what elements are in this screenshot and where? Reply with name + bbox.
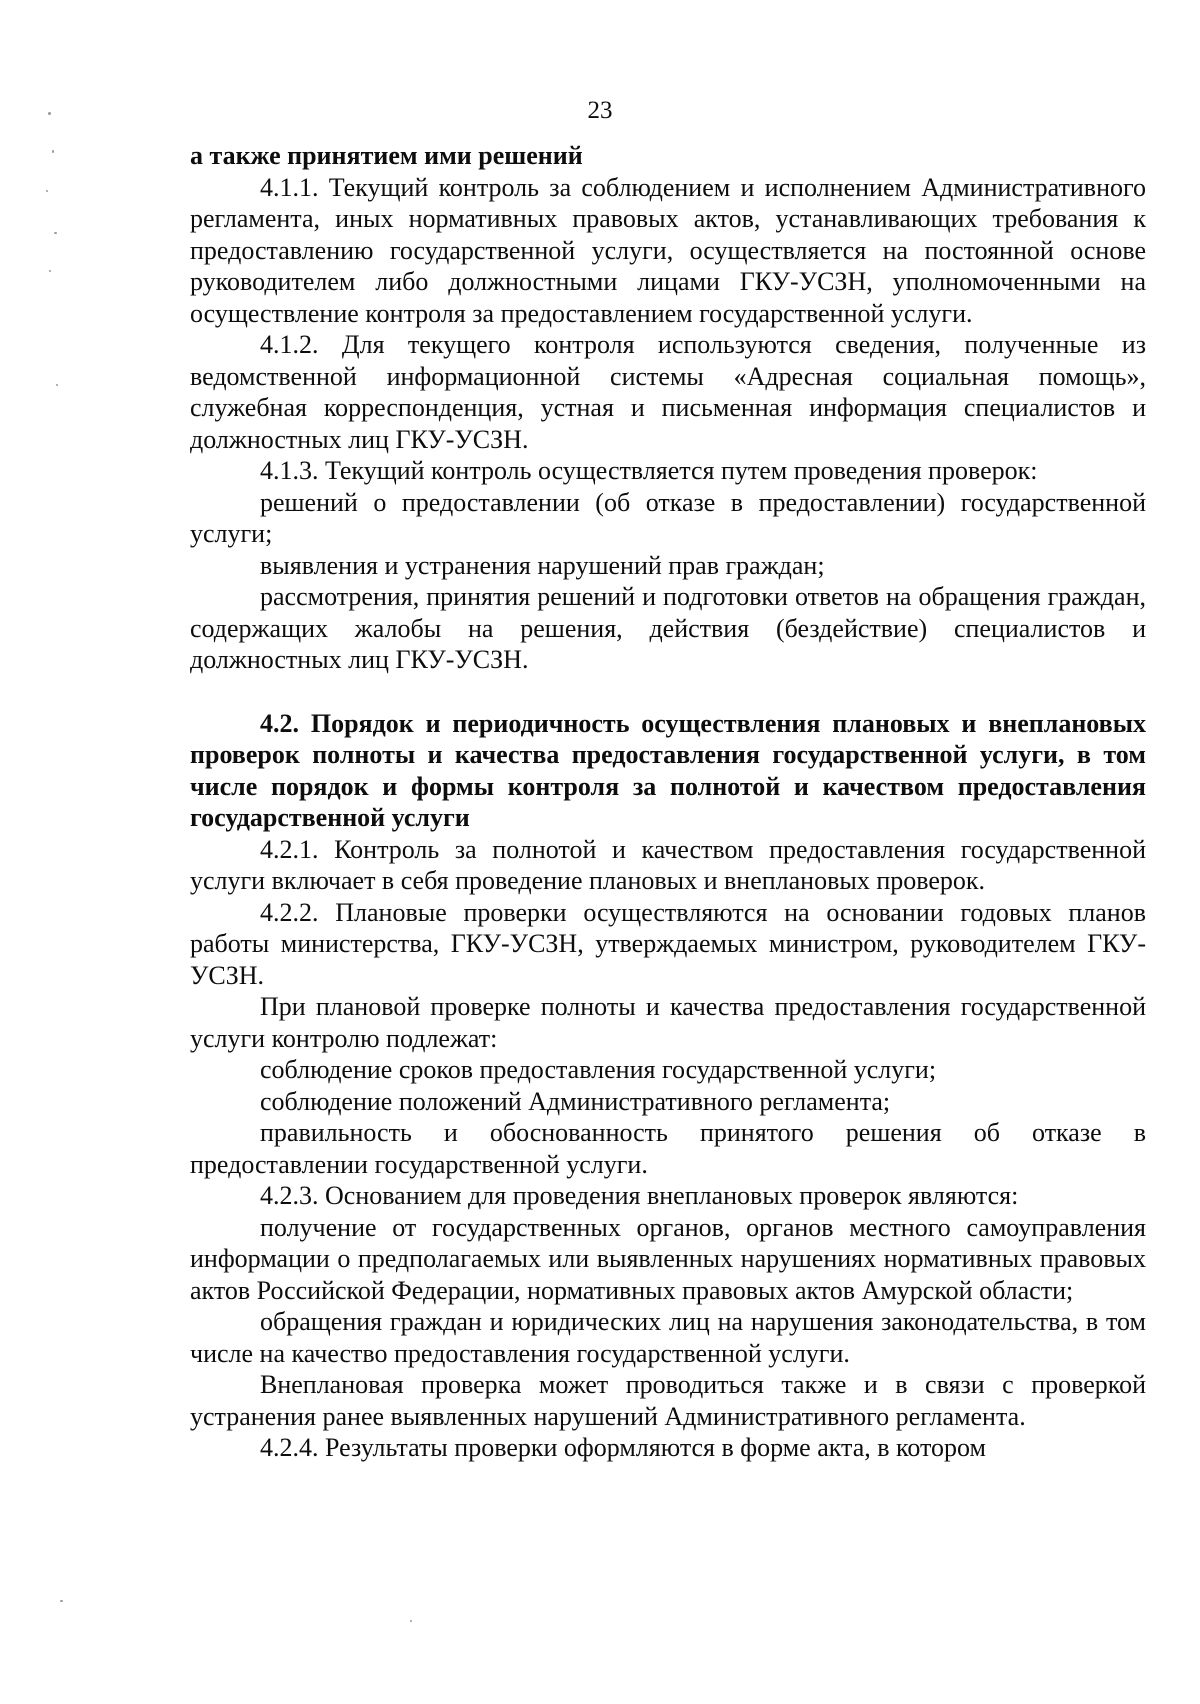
paragraph-4-1-1: 4.1.1. Текущий контроль за соблюдением и исполнением Административного регламента, иных нормативных правовых актов, устанавливающих требования к предоставлению государственной услуги, осуществляется на постоянной основе руководителем либо должностными лицами ГКУ-УСЗН, уполномоченными на осуществление контроля за предоставлением государственной услуги. (190, 172, 1146, 328)
scan-speck (48, 112, 51, 115)
scan-speck (49, 270, 51, 272)
paragraph-4-2-3: 4.2.3. Основанием для проведения внеплановых проверок являются: (260, 1181, 1019, 1210)
scan-speck (410, 1620, 412, 1622)
list-item-information: получение от государственных органов, органов местного самоуправления информации о предполагаемых или выявленных нарушениях нормативных правовых актов Российской Федерации, нормативных правовых актов Амурской области; (190, 1212, 1146, 1305)
scan-speck (56, 384, 58, 386)
paragraph-4-1-3: 4.1.3. Текущий контроль осуществляется путем проведения проверок: (260, 456, 1038, 485)
paragraph-unscheduled-check: Внеплановая проверка может проводиться также и в связи с проверкой устранения ранее выявленных нарушений Административного регламента. (190, 1370, 1146, 1431)
list-item-appeals: рассмотрения, принятия решений и подготовки ответов на обращения граждан, содержащих жалобы на решения, действия (бездействие) специалистов и должностных лиц ГКУ-УСЗН. (190, 582, 1146, 674)
paragraph-4-2-4: 4.2.4. Результаты проверки оформляются в форме акта, в котором (260, 1433, 986, 1462)
scan-speck (60, 1600, 63, 1602)
paragraph-4-1-2: 4.1.2. Для текущего контроля используются сведения, полученные из ведомственной информационной системы «Адресная социальная помощь», служебная корреспонденция, устная и письменная информация специалистов и должностных лиц ГКУ-УСЗН. (190, 330, 1146, 454)
page-number: 23 (587, 97, 613, 124)
paragraph-4-2-2: 4.2.2. Плановые проверки осуществляются на основании годовых планов работы министерства, ГКУ-УСЗН, утверждаемых министром, руководителем ГКУ-УСЗН. (190, 897, 1146, 990)
section-heading-4-2: 4.2. Порядок и периодичность осуществления плановых и внеплановых проверок полноты и качества предоставления государственной услуги, в том числе порядок и формы контроля за полнотой и качеством предоставления государственной услуги (190, 708, 1146, 832)
scan-speck (46, 190, 48, 192)
scan-speck (54, 232, 57, 234)
list-item-correctness: правильность и обоснованность принятого решения об отказе в предоставлении государственной услуги. (190, 1118, 1146, 1179)
list-item-citizen-appeals: обращения граждан и юридических лиц на нарушения законодательства, в том числе на качество предоставления государственной услуги. (190, 1307, 1146, 1368)
paragraph-planned-check: При плановой проверке полноты и качества предоставления государственной услуги контролю подлежат: (190, 992, 1146, 1053)
list-item-regulation: соблюдение положений Административного регламента; (260, 1086, 891, 1116)
intro-heading: а также принятием ими решений (190, 141, 583, 170)
scan-speck (52, 150, 54, 153)
list-item-violations: выявления и устранения нарушений прав граждан; (260, 550, 825, 580)
list-item-decisions: решений о предоставлении (об отказе в предоставлении) государственной услуги; (190, 487, 1146, 548)
paragraph-4-2-1: 4.2.1. Контроль за полнотой и качеством предоставления государственной услуги включает в себя проведение плановых и внеплановых проверок. (190, 834, 1146, 895)
list-item-deadlines: соблюдение сроков предоставления государственной услуги; (260, 1055, 937, 1084)
document-body (190, 140, 1146, 1464)
